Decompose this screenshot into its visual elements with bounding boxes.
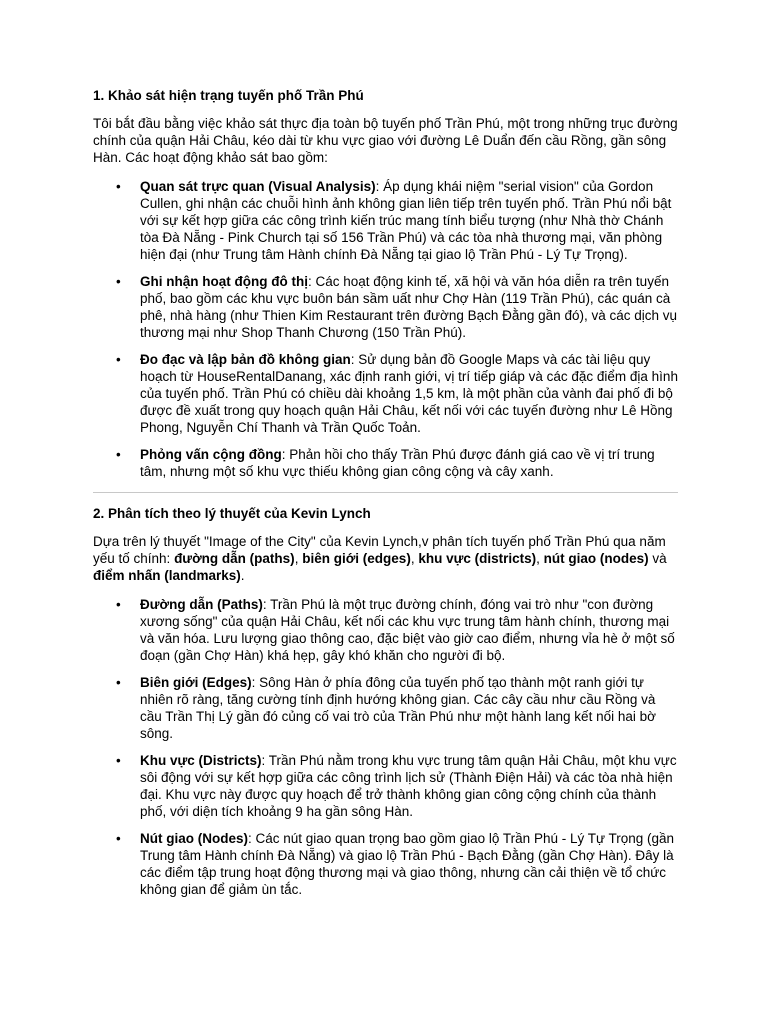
intro-sep: , — [536, 551, 544, 566]
list-item — [140, 752, 678, 820]
list-item-text: : Các hoạt động kinh tế, xã hội và văn hóa diễn ra trên tuyến phố, bao gồm các khu vực buôn bán sầm uất như Chợ Hàn (119 Trần Phú), các quán cà phê, nhà hàng (như Thien Kim Restaurant trên đường Bạch Đằng gần đó), và các dịch vụ thương mại như Shop Thanh Chương (150 Trần Phú). — [140, 274, 678, 340]
intro-sep: , — [294, 551, 303, 566]
list-item — [140, 273, 678, 341]
intro-term-edges: biên giới (edges) — [302, 551, 411, 566]
intro-end: . — [240, 568, 245, 583]
intro-sep: , — [410, 551, 419, 566]
section-1-intro: Tôi bắt đầu bằng việc khảo sát thực địa toàn bộ tuyến phố Trần Phú, một trong những trục đường chính của quận Hải Châu, kéo dài từ khu vực giao với đường Lê Duẩn đến cầu Rồng, gần sông Hàn. Các hoạt động khảo sát bao gồm: — [93, 116, 678, 165]
list-item-term: Nút giao (Nodes) — [140, 831, 248, 846]
list-item-text: : Áp dụng khái niệm "serial vision" của Gordon Cullen, ghi nhận các chuỗi hình ảnh không gian liên tiếp trên tuyến phố. Trần Phú nổi bật với sự kết hợp giữa các công trình kiến trúc mang tính biểu tượng (như Nhà thờ Chánh tòa Đà Nẵng - Pink Church tại số 156 Trần Phú) và các tòa nhà thương mại, văn phòng hiện đại (như Trung tâm Hành chính Đà Nẵng tại giao lộ Trần Phú - Lý Tự Trọng). — [140, 179, 672, 262]
list-item-term: Đường dẫn (Paths) — [140, 597, 263, 612]
list-item — [140, 674, 678, 742]
list-item — [140, 178, 678, 263]
list-item-text: : Phản hồi cho thấy Trần Phú được đánh giá cao về vị trí trung tâm, nhưng một số khu vực thiếu không gian công cộng và cây xanh. — [140, 447, 655, 479]
list-item-term: Quan sát trực quan (Visual Analysis) — [140, 179, 376, 194]
list-item-text: : Sử dụng bản đồ Google Maps và các tài liệu quy hoạch từ HouseRentalDanang, xác định ranh giới, vị trí tiếp giáp và các đặc điểm địa hình của tuyến phố. Trần Phú có chiều dài khoảng 1,5 km, là một phần của vành đai phố đi bộ được đề xuất trong quy hoạch quận Hải Châu, kết nối với các tuyến đường như Lê Hồng Phong, Nguyễn Chí Thanh và Trần Quốc Toản. — [140, 352, 678, 435]
list-item-text: : Trần Phú là một trục đường chính, đóng vai trò như "con đường xương sống" của quận Hải Châu, kết nối các khu vực trung tâm hành chính, thương mại và văn hóa. Lưu lượng giao thông cao, đặc biệt vào giờ cao điểm, nhưng vỉa hè ở một số đoạn (gần Chợ Hàn) khá hẹp, gây khó khăn cho người đi bộ. — [140, 597, 675, 663]
section-1-list — [93, 178, 678, 480]
intro-term-districts: khu vực (districts) — [418, 551, 537, 566]
list-item-text: : Sông Hàn ở phía đông của tuyến phố tạo thành một ranh giới tự nhiên rõ ràng, tăng cường tính định hướng không gian. Các cây cầu như cầu Rồng và cầu Trần Thị Lý gần đó củng cố vai trò của Trần Phú như một hành lang kết nối hai bờ sông. — [140, 675, 656, 741]
intro-sep: và — [648, 551, 667, 566]
intro-term-landmarks: điểm nhấn (landmarks) — [93, 568, 241, 583]
section-2-list — [93, 596, 678, 898]
section-2-intro — [93, 533, 678, 584]
list-item-term: Phỏng vấn cộng đồng — [140, 447, 282, 462]
list-item-term: Đo đạc và lập bản đồ không gian — [140, 352, 351, 367]
intro-text: Dựa trên lý thuyết "Image of the City" của Kevin Lynch,v phân tích tuyến phố Trần Phú qua năm yếu tố chính: — [93, 534, 666, 566]
list-item-text: : Các nút giao quan trọng bao gồm giao lộ Trần Phú - Lý Tự Trọng (gần Trung tâm Hành chính Đà Nẵng) và giao lộ Trần Phú - Bạch Đằng (gần Chợ Hàn). Đây là các điểm tập trung hoạt động thương mại và giao thông, nhưng cần cải thiện về tổ chức không gian để giảm ùn tắc. — [140, 831, 675, 897]
list-item — [140, 351, 678, 436]
section-divider — [93, 492, 678, 493]
section-1-heading: 1. Khảo sát hiện trạng tuyến phố Trần Phú — [93, 88, 364, 103]
section-2-heading: 2. Phân tích theo lý thuyết của Kevin Lynch — [93, 506, 371, 521]
list-item — [140, 596, 678, 664]
list-item-term: Ghi nhận hoạt động đô thị — [140, 274, 308, 289]
list-item-term: Biên giới (Edges) — [140, 675, 252, 690]
list-item — [140, 446, 678, 480]
list-item-text: : Trần Phú nằm trong khu vực trung tâm quận Hải Châu, một khu vực sôi động với sự kết hợp giữa các công trình lịch sử (Thành Điện Hải) và các tòa nhà hiện đại. Khu vực này được quy hoạch để trở thành không gian công cộng chính của thành phố, với diện tích khoảng 9 ha gần sông Hàn. — [140, 753, 677, 819]
section-2 — [93, 505, 678, 898]
intro-term-paths: đường dẫn (paths) — [174, 551, 295, 566]
list-item-term: Khu vực (Districts) — [140, 753, 262, 768]
intro-term-nodes: nút giao (nodes) — [543, 551, 649, 566]
list-item — [140, 830, 678, 898]
document-page — [93, 87, 678, 908]
